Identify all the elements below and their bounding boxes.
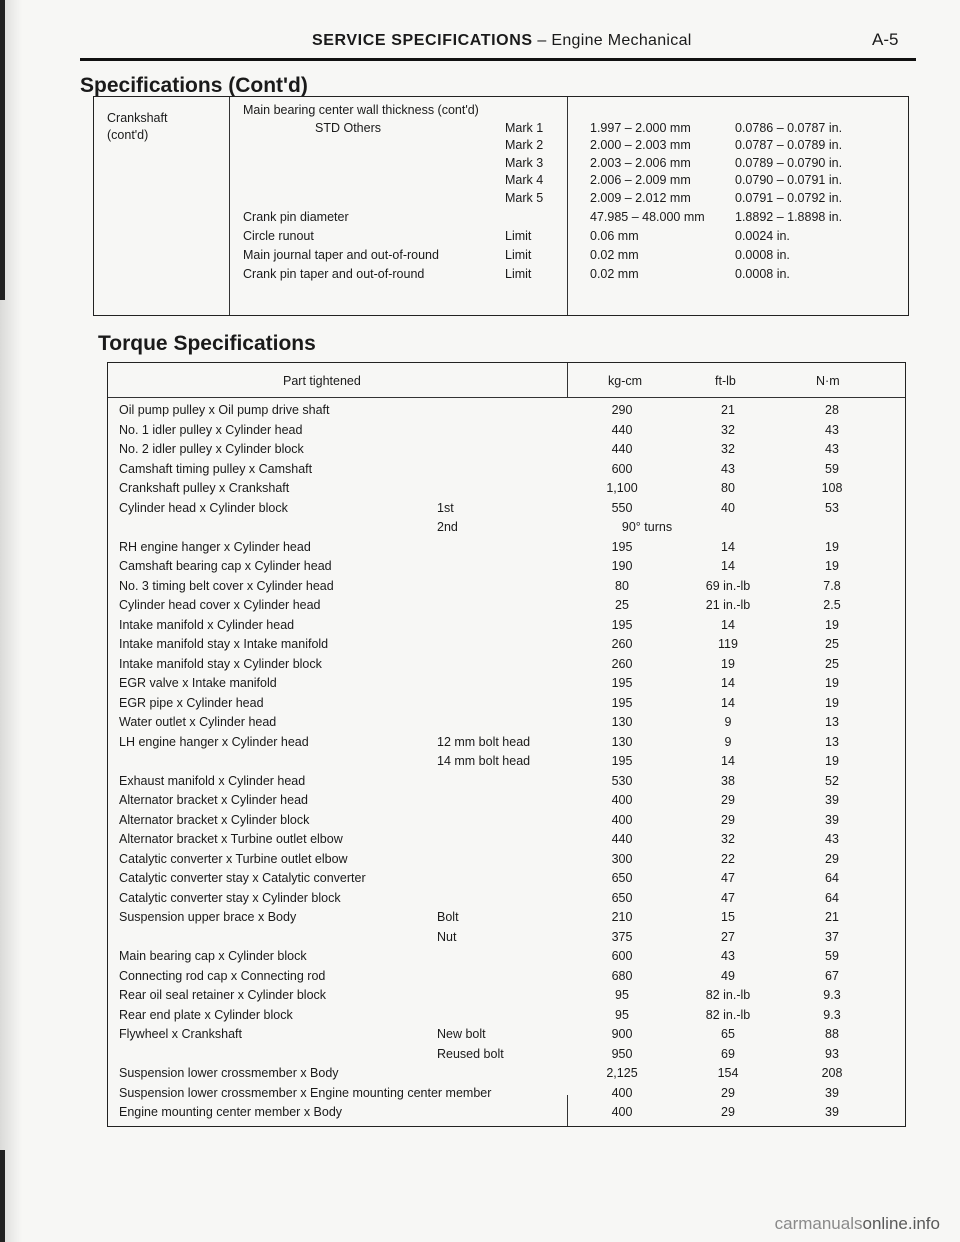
torque-part: Suspension lower crossmember x Engine mounting center member xyxy=(119,1086,492,1100)
torque-ftlb: 29 xyxy=(721,813,735,827)
torque-kgcm: 90° turns xyxy=(621,520,673,534)
torque-kgcm: 550 xyxy=(611,501,633,515)
torque-nm: 13 xyxy=(825,715,839,729)
torque-nm: 39 xyxy=(825,813,839,827)
torque-ftlb: 14 xyxy=(721,754,735,768)
spec-imperial-value: 0.0791 – 0.0792 in. xyxy=(735,191,843,205)
torque-ftlb: 82 in.-lb xyxy=(705,1008,751,1022)
torque-ftlb: 14 xyxy=(721,540,735,554)
torque-part: Camshaft timing pulley x Camshaft xyxy=(119,462,313,476)
torque-part: Intake manifold stay x Intake manifold xyxy=(119,637,329,651)
torque-ftlb: 32 xyxy=(721,423,735,437)
torque-ftlb: 47 xyxy=(721,891,735,905)
torque-condition: New bolt xyxy=(437,1027,486,1041)
torque-nm: 25 xyxy=(825,637,839,651)
torque-condition: Nut xyxy=(437,930,457,944)
torque-header-divider xyxy=(567,363,568,397)
torque-part: Alternator bracket x Turbine outlet elbow xyxy=(119,832,343,846)
torque-ftlb: 29 xyxy=(721,1105,735,1119)
torque-condition: Bolt xyxy=(437,910,459,924)
torque-part: Alternator bracket x Cylinder block xyxy=(119,813,310,827)
torque-part: Catalytic converter x Turbine outlet elbow xyxy=(119,852,348,866)
table-divider xyxy=(567,97,568,315)
torque-ftlb: 69 xyxy=(721,1047,735,1061)
torque-kgcm: 195 xyxy=(611,676,633,690)
table-divider xyxy=(229,97,230,315)
torque-kgcm: 650 xyxy=(611,871,633,885)
torque-kgcm: 195 xyxy=(611,754,633,768)
torque-nm: 59 xyxy=(825,462,839,476)
spec-metric-value: 1.997 – 2.000 mm xyxy=(590,121,691,135)
torque-kgcm: 600 xyxy=(611,462,633,476)
torque-ftlb: 32 xyxy=(721,832,735,846)
spec-metric-value: 0.02 mm xyxy=(590,248,639,262)
spec-condition: Mark 3 xyxy=(505,156,544,170)
torque-part: Oil pump pulley x Oil pump drive shaft xyxy=(119,403,330,417)
spec-condition: Mark 1 xyxy=(505,121,544,135)
torque-kgcm: 80 xyxy=(615,579,629,593)
torque-ftlb: 29 xyxy=(721,793,735,807)
header-rule xyxy=(80,58,916,61)
torque-part: Rear oil seal retainer x Cylinder block xyxy=(119,988,327,1002)
torque-nm: 9.3 xyxy=(823,1008,841,1022)
spec-imperial-value: 0.0789 – 0.0790 in. xyxy=(735,156,843,170)
col-header-ftlb: ft-lb xyxy=(715,374,736,388)
torque-ftlb: 82 in.-lb xyxy=(705,988,751,1002)
torque-kgcm: 210 xyxy=(611,910,633,924)
torque-ftlb: 43 xyxy=(721,949,735,963)
torque-ftlb: 69 in.-lb xyxy=(705,579,751,593)
torque-ftlb: 21 in.-lb xyxy=(705,598,751,612)
component-name: Crankshaft xyxy=(107,111,168,125)
torque-part: No. 3 timing belt cover x Cylinder head xyxy=(119,579,334,593)
torque-nm: 43 xyxy=(825,832,839,846)
header-subtitle: – Engine Mechanical xyxy=(537,32,692,49)
spec-label: Main bearing center wall thickness (cont'd) xyxy=(243,103,479,117)
torque-kgcm: 440 xyxy=(611,442,633,456)
torque-nm: 19 xyxy=(825,754,839,768)
torque-ftlb: 65 xyxy=(721,1027,735,1041)
torque-ftlb: 14 xyxy=(721,696,735,710)
torque-kgcm: 195 xyxy=(611,618,633,632)
torque-part: LH engine hanger x Cylinder head xyxy=(119,735,309,749)
torque-kgcm: 950 xyxy=(611,1047,633,1061)
torque-part: Cylinder head x Cylinder block xyxy=(119,501,288,515)
torque-nm: 88 xyxy=(825,1027,839,1041)
torque-part: Crankshaft pulley x Crankshaft xyxy=(119,481,290,495)
torque-part: Cylinder head cover x Cylinder head xyxy=(119,598,321,612)
torque-kgcm: 195 xyxy=(611,540,633,554)
spec-metric-value: 47.985 – 48.000 mm xyxy=(590,210,705,224)
torque-ftlb: 15 xyxy=(721,910,735,924)
torque-kgcm: 600 xyxy=(611,949,633,963)
torque-condition: 1st xyxy=(437,501,454,515)
torque-part: Suspension upper brace x Body xyxy=(119,910,297,924)
page-number: A-5 xyxy=(872,30,899,49)
torque-kgcm: 375 xyxy=(611,930,633,944)
torque-nm: 29 xyxy=(825,852,839,866)
watermark xyxy=(775,1214,940,1234)
torque-kgcm: 440 xyxy=(611,832,633,846)
torque-ftlb: 9 xyxy=(724,715,732,729)
torque-part: Alternator bracket x Cylinder head xyxy=(119,793,308,807)
torque-kgcm: 1,100 xyxy=(606,481,638,495)
torque-ftlb: 32 xyxy=(721,442,735,456)
torque-kgcm: 190 xyxy=(611,559,633,573)
torque-nm: 19 xyxy=(825,676,839,690)
watermark-part2: online.info xyxy=(862,1214,940,1233)
spec-metric-value: 2.009 – 2.012 mm xyxy=(590,191,691,205)
torque-nm: 64 xyxy=(825,871,839,885)
torque-ftlb: 9 xyxy=(724,735,732,749)
torque-kgcm: 400 xyxy=(611,793,633,807)
torque-ftlb: 29 xyxy=(721,1086,735,1100)
spec-imperial-value: 0.0008 in. xyxy=(735,267,790,281)
torque-ftlb: 38 xyxy=(721,774,735,788)
torque-nm: 21 xyxy=(825,910,839,924)
torque-part: Connecting rod cap x Connecting rod xyxy=(119,969,326,983)
torque-kgcm: 95 xyxy=(615,988,629,1002)
torque-ftlb: 19 xyxy=(721,657,735,671)
spec-condition: Mark 2 xyxy=(505,138,544,152)
spec-condition: Mark 5 xyxy=(505,191,544,205)
spec-metric-value: 0.06 mm xyxy=(590,229,639,243)
spec-imperial-value: 1.8892 – 1.8898 in. xyxy=(735,210,843,224)
torque-kgcm: 95 xyxy=(615,1008,629,1022)
torque-kgcm: 290 xyxy=(611,403,633,417)
torque-header-rule xyxy=(108,397,905,398)
torque-kgcm: 400 xyxy=(611,1105,633,1119)
torque-part: Intake manifold x Cylinder head xyxy=(119,618,295,632)
torque-condition: 14 mm bolt head xyxy=(437,754,531,768)
torque-kgcm: 300 xyxy=(611,852,633,866)
specifications-heading: Specifications (Cont'd) xyxy=(80,74,308,97)
torque-ftlb: 14 xyxy=(721,676,735,690)
spec-metric-value: 2.000 – 2.003 mm xyxy=(590,138,691,152)
torque-part: Exhaust manifold x Cylinder head xyxy=(119,774,306,788)
torque-part: Main bearing cap x Cylinder block xyxy=(119,949,307,963)
torque-part: Intake manifold stay x Cylinder block xyxy=(119,657,322,671)
torque-nm: 25 xyxy=(825,657,839,671)
torque-nm: 7.8 xyxy=(823,579,841,593)
torque-ftlb: 43 xyxy=(721,462,735,476)
torque-nm: 2.5 xyxy=(823,598,841,612)
torque-nm: 39 xyxy=(825,1086,839,1100)
watermark-part1: carmanuals xyxy=(774,1214,863,1233)
torque-part: EGR pipe x Cylinder head xyxy=(119,696,264,710)
torque-kgcm: 130 xyxy=(611,735,633,749)
torque-ftlb: 47 xyxy=(721,871,735,885)
torque-nm: 208 xyxy=(821,1066,843,1080)
spec-imperial-value: 0.0786 – 0.0787 in. xyxy=(735,121,843,135)
torque-kgcm: 400 xyxy=(611,1086,633,1100)
torque-ftlb: 14 xyxy=(721,559,735,573)
torque-condition: Reused bolt xyxy=(437,1047,504,1061)
torque-nm: 43 xyxy=(825,423,839,437)
torque-part: Camshaft bearing cap x Cylinder head xyxy=(119,559,332,573)
spec-metric-value: 2.003 – 2.006 mm xyxy=(590,156,691,170)
torque-part: No. 2 idler pulley x Cylinder block xyxy=(119,442,304,456)
torque-part: RH engine hanger x Cylinder head xyxy=(119,540,311,554)
torque-kgcm: 260 xyxy=(611,657,633,671)
torque-nm: 39 xyxy=(825,793,839,807)
torque-nm: 108 xyxy=(821,481,843,495)
component-name-cont: (cont'd) xyxy=(107,128,149,142)
binding-edge-mark xyxy=(0,1150,5,1242)
running-header xyxy=(312,32,692,50)
torque-nm: 37 xyxy=(825,930,839,944)
torque-part: Catalytic converter stay x Catalytic converter xyxy=(119,871,366,885)
torque-nm: 19 xyxy=(825,540,839,554)
torque-column-divider xyxy=(567,1095,568,1126)
torque-part: EGR valve x Intake manifold xyxy=(119,676,277,690)
torque-ftlb: 21 xyxy=(721,403,735,417)
torque-part: Rear end plate x Cylinder block xyxy=(119,1008,293,1022)
spec-label: Circle runout xyxy=(243,229,314,243)
spec-label: Crank pin diameter xyxy=(243,210,349,224)
torque-ftlb: 80 xyxy=(721,481,735,495)
spec-condition: Limit xyxy=(505,267,532,281)
torque-kgcm: 650 xyxy=(611,891,633,905)
torque-nm: 19 xyxy=(825,618,839,632)
spec-metric-value: 0.02 mm xyxy=(590,267,639,281)
spec-condition: Mark 4 xyxy=(505,173,544,187)
torque-nm: 13 xyxy=(825,735,839,749)
torque-ftlb: 14 xyxy=(721,618,735,632)
torque-nm: 28 xyxy=(825,403,839,417)
torque-part: Water outlet x Cylinder head xyxy=(119,715,277,729)
torque-nm: 93 xyxy=(825,1047,839,1061)
torque-kgcm: 400 xyxy=(611,813,633,827)
torque-nm: 52 xyxy=(825,774,839,788)
torque-kgcm: 440 xyxy=(611,423,633,437)
torque-part: Suspension lower crossmember x Body xyxy=(119,1066,339,1080)
torque-ftlb: 49 xyxy=(721,969,735,983)
torque-ftlb: 40 xyxy=(721,501,735,515)
torque-kgcm: 900 xyxy=(611,1027,633,1041)
torque-condition: 12 mm bolt head xyxy=(437,735,531,749)
torque-part: Engine mounting center member x Body xyxy=(119,1105,343,1119)
binding-edge-mark xyxy=(0,0,5,300)
torque-nm: 64 xyxy=(825,891,839,905)
torque-heading: Torque Specifications xyxy=(98,332,316,355)
torque-kgcm: 25 xyxy=(615,598,629,612)
torque-ftlb: 119 xyxy=(718,637,738,651)
torque-part: Flywheel x Crankshaft xyxy=(119,1027,242,1041)
torque-nm: 19 xyxy=(825,559,839,573)
torque-nm: 43 xyxy=(825,442,839,456)
spec-imperial-value: 0.0024 in. xyxy=(735,229,790,243)
torque-nm: 67 xyxy=(825,969,839,983)
torque-kgcm: 195 xyxy=(611,696,633,710)
torque-condition: 2nd xyxy=(437,520,458,534)
spec-imperial-value: 0.0008 in. xyxy=(735,248,790,262)
torque-nm: 53 xyxy=(825,501,839,515)
spec-label: Crank pin taper and out-of-round xyxy=(243,267,425,281)
torque-kgcm: 2,125 xyxy=(606,1066,638,1080)
spec-label: Main journal taper and out-of-round xyxy=(243,248,439,262)
header-section: SERVICE SPECIFICATIONS xyxy=(312,32,533,49)
torque-nm: 39 xyxy=(825,1105,839,1119)
torque-ftlb: 22 xyxy=(721,852,735,866)
spec-metric-value: 2.006 – 2.009 mm xyxy=(590,173,691,187)
torque-kgcm: 260 xyxy=(611,637,633,651)
spec-condition: Limit xyxy=(505,229,532,243)
torque-kgcm: 530 xyxy=(611,774,633,788)
torque-nm: 19 xyxy=(825,696,839,710)
torque-ftlb: 154 xyxy=(717,1066,739,1080)
spec-condition: Limit xyxy=(505,248,532,262)
col-header-kgcm: kg-cm xyxy=(608,374,643,388)
spec-imperial-value: 0.0790 – 0.0791 in. xyxy=(735,173,843,187)
spec-imperial-value: 0.0787 – 0.0789 in. xyxy=(735,138,843,152)
torque-ftlb: 27 xyxy=(721,930,735,944)
spec-label: STD Others xyxy=(315,121,381,135)
col-header-part: Part tightened xyxy=(283,374,361,388)
torque-kgcm: 130 xyxy=(611,715,633,729)
col-header-nm: N·m xyxy=(816,374,840,388)
torque-part: No. 1 idler pulley x Cylinder head xyxy=(119,423,303,437)
torque-nm: 59 xyxy=(825,949,839,963)
torque-nm: 9.3 xyxy=(823,988,841,1002)
torque-kgcm: 680 xyxy=(611,969,633,983)
torque-part: Catalytic converter stay x Cylinder block xyxy=(119,891,341,905)
